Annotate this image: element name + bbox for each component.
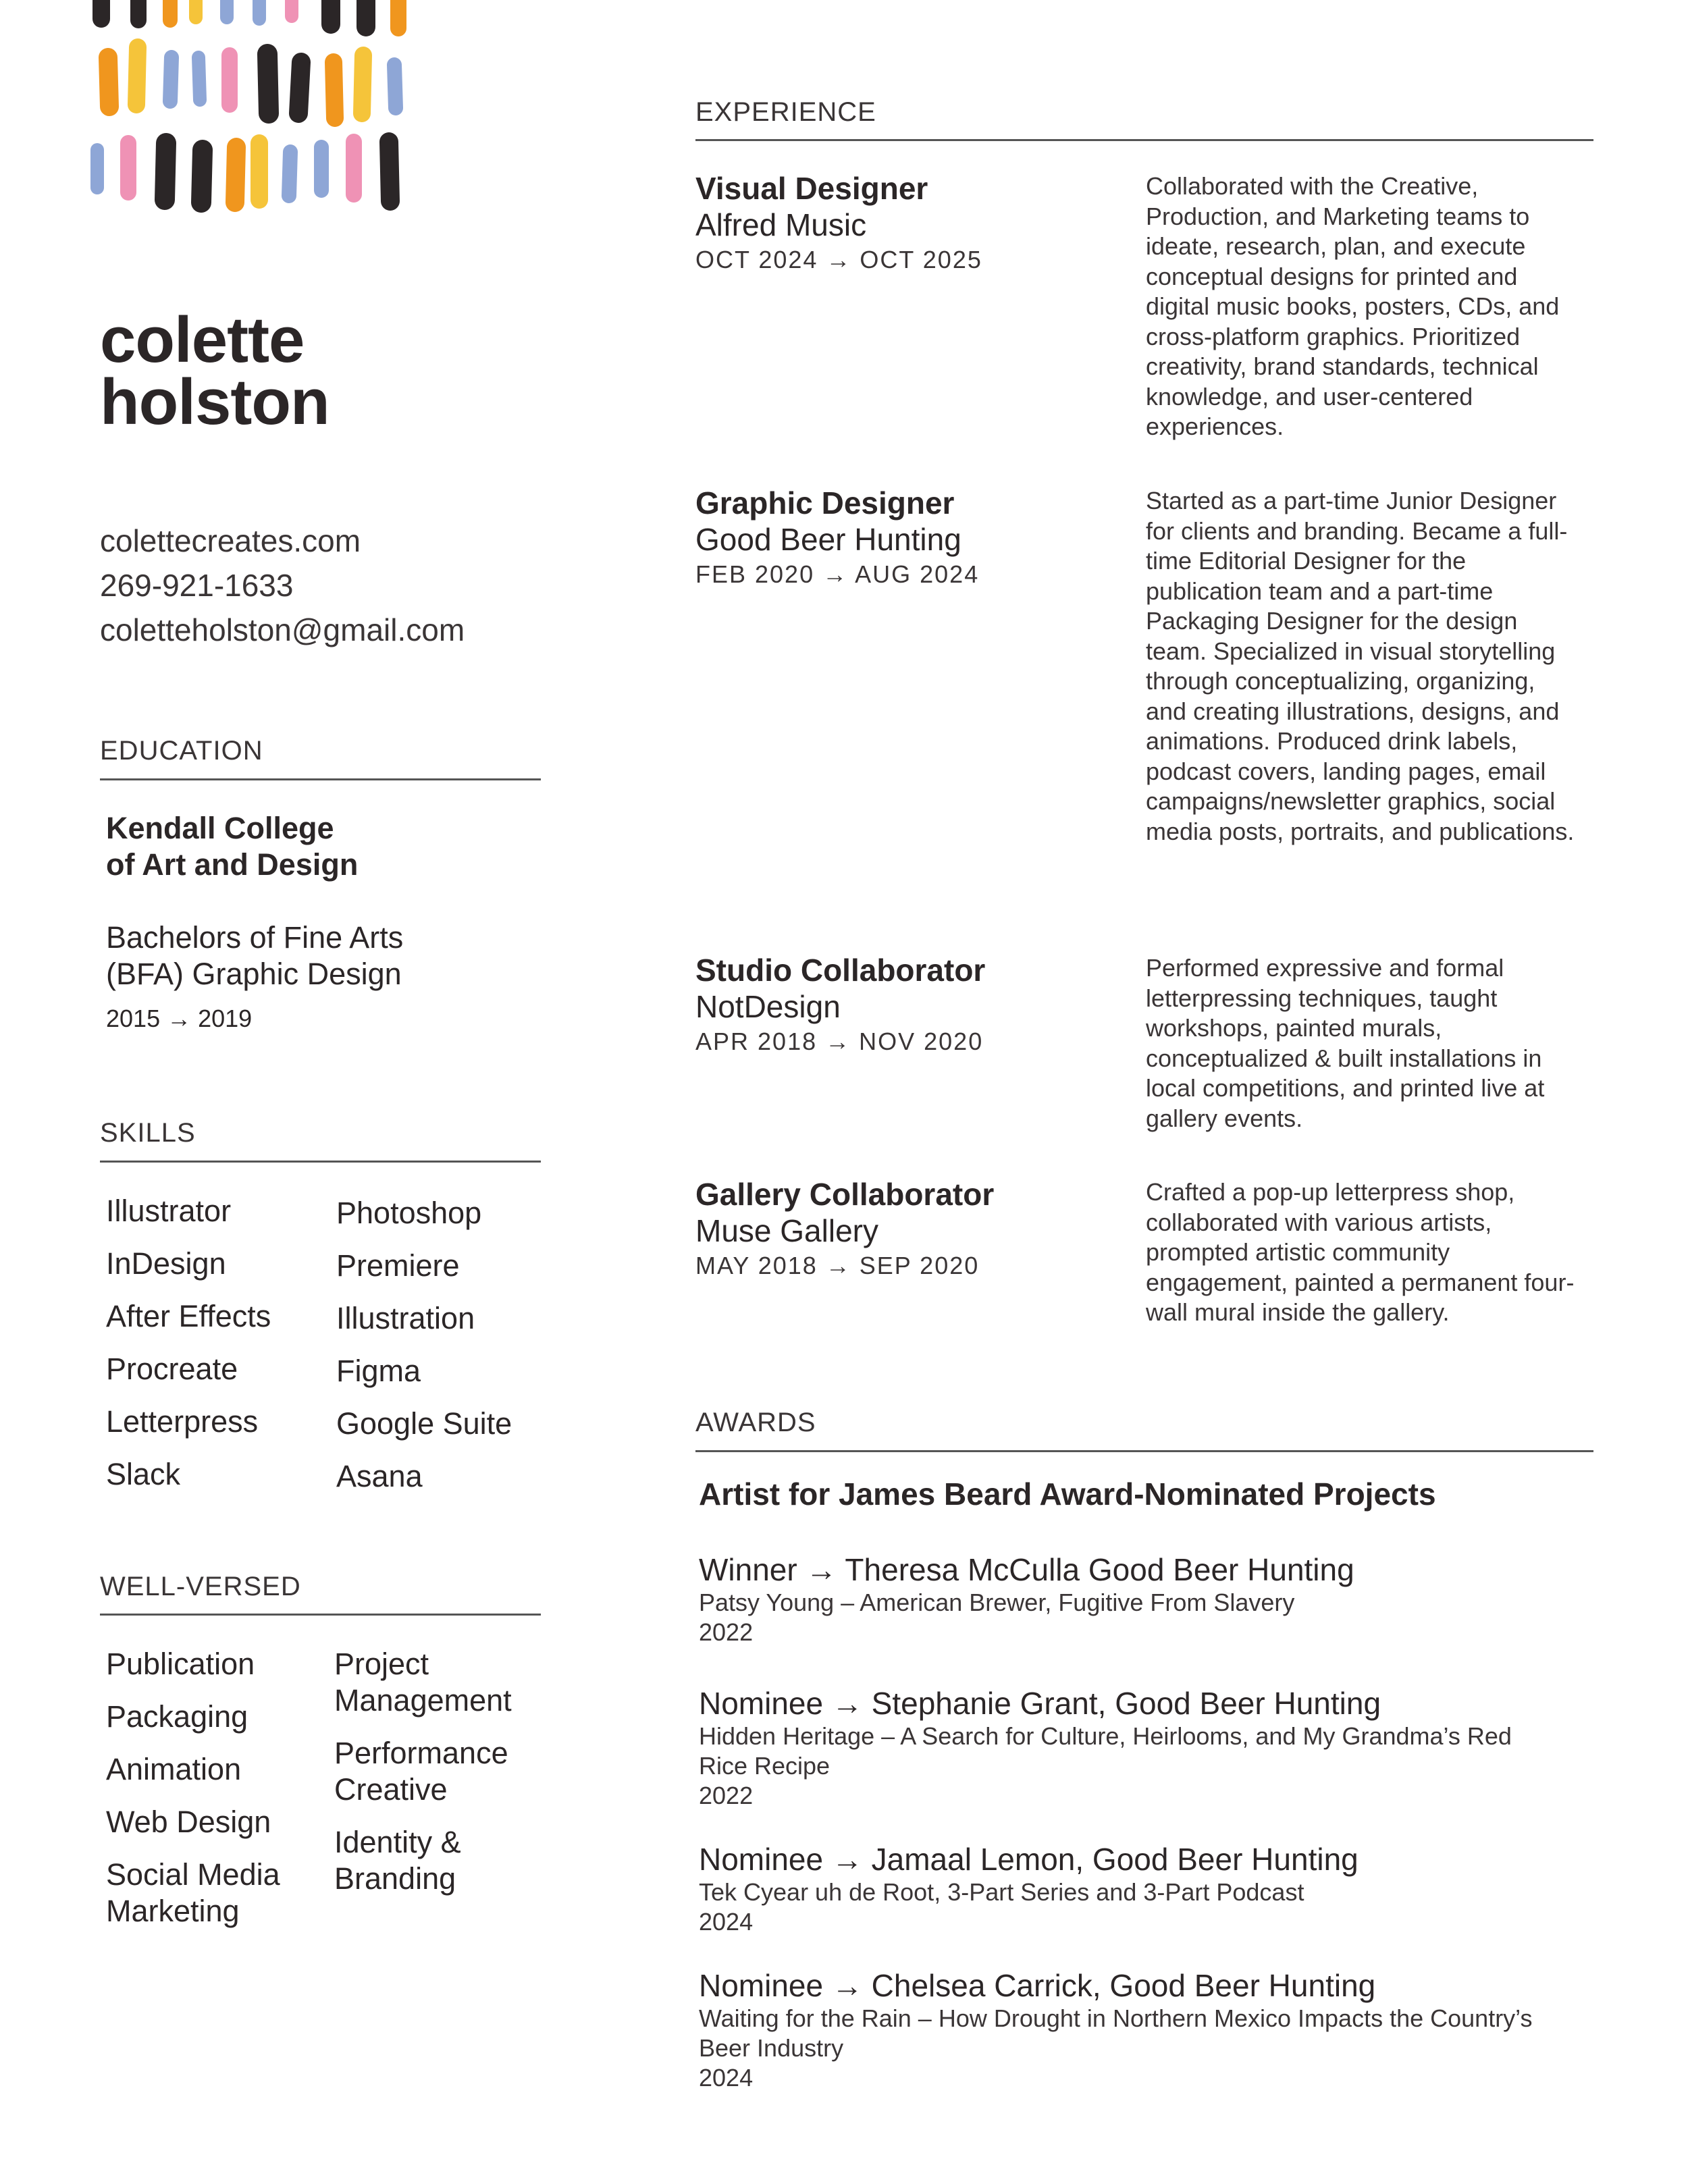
well-versed-item: Identity & Branding (334, 1825, 461, 1896)
education-divider (100, 778, 541, 780)
award-work: Patsy Young – American Brewer, Fugitive From Slavery (699, 1589, 1295, 1616)
award-work: Hidden Heritage – A Search for Culture, Heirlooms, and My Grandma’s Red Rice Recipe (699, 1722, 1512, 1780)
awards-subheading: Artist for James Beard Award-Nominated Projects (699, 1476, 1436, 1512)
skill-item: Slack (106, 1457, 181, 1491)
award-year: 2022 (699, 1618, 754, 1646)
skill-item: Premiere (336, 1248, 460, 1283)
awards-heading: AWARDS (695, 1408, 816, 1437)
job-description: Collaborated with the Creative, Production, and Marketing teams to ideate, research, plan, and execute conceptual designs for printed and digital music books, posters, CDs, and cross-platform graphics. Prioritized creativity, brand standards, technical knowledge, and user-centered experiences. (1146, 172, 1560, 440)
job-dates: MAY 2018 → SEP 2020 (695, 1252, 980, 1279)
skill-item: Google Suite (336, 1406, 512, 1441)
award-entry (699, 1841, 1536, 1937)
award-work: Waiting for the Rain – How Drought in Northern Mexico Impacts the Country’s Beer Industry (699, 2004, 1533, 2062)
job-description: Performed expressive and formal letterpressing techniques, taught workshops, painted murals, conceptualized & built installations in local competitions, and printed live at gallery events. (1146, 954, 1545, 1132)
award-title: Nominee → Chelsea Carrick, Good Beer Hunting (699, 1968, 1376, 2003)
paint-strokes-decoration (0, 0, 432, 223)
awards-divider (695, 1450, 1593, 1452)
job-title: Graphic Designer (695, 485, 955, 521)
job-entry (695, 170, 982, 277)
skill-item: Letterpress (106, 1404, 259, 1439)
well-versed-item: Project Management (334, 1647, 512, 1717)
education-school: Kendall College of Art and Design (106, 811, 359, 882)
job-title: Studio Collaborator (695, 953, 986, 988)
skills-heading: SKILLS (100, 1118, 196, 1148)
job-title: Visual Designer (695, 171, 928, 206)
award-year: 2022 (699, 1782, 754, 1809)
well-versed-item: Social Media Marketing (106, 1857, 280, 1928)
award-title: Winner → Theresa McCulla Good Beer Hunting (699, 1552, 1354, 1587)
candidate-name: colette holston (100, 304, 329, 438)
skill-item: InDesign (106, 1246, 226, 1281)
skill-item: Asana (336, 1459, 423, 1493)
well-versed-item: Publication (106, 1647, 255, 1681)
experience-heading: EXPERIENCE (695, 97, 876, 127)
award-year: 2024 (699, 2064, 754, 2092)
well-versed-heading: WELL-VERSED (100, 1572, 301, 1601)
job-description: Crafted a pop-up letterpress shop, collaborated with various artists, prompted artistic community engagement, painted a permanent four-wall mural inside the gallery. (1146, 1178, 1575, 1326)
well-versed-divider (100, 1614, 541, 1616)
job-dates: APR 2018 → NOV 2020 (695, 1028, 984, 1055)
award-work: Tek Cyear uh de Root, 3-Part Series and 3-Part Podcast (699, 1878, 1304, 1906)
well-versed-item: Animation (106, 1752, 242, 1786)
award-year: 2024 (699, 1908, 754, 1936)
job-entry (695, 485, 979, 591)
skill-item: Illustrator (106, 1194, 232, 1228)
website-link[interactable]: colettecreates.com (100, 523, 361, 558)
well-versed-item: Web Design (106, 1805, 271, 1839)
job-entry (695, 1176, 994, 1283)
skill-item: Illustration (336, 1301, 475, 1335)
award-entry (699, 1967, 1536, 2093)
email-link[interactable]: coletteholston@gmail.com (100, 612, 465, 647)
phone-number: 269-921-1633 (100, 568, 294, 603)
well-versed-list-col1 (106, 1646, 309, 1946)
skill-item: Figma (336, 1354, 421, 1388)
job-company: Muse Gallery (695, 1213, 878, 1248)
job-company: Alfred Music (695, 207, 867, 242)
job-dates: OCT 2024 → OCT 2025 (695, 246, 982, 273)
skills-divider (100, 1161, 541, 1163)
award-entry (699, 1685, 1536, 1811)
job-company: Good Beer Hunting (695, 522, 961, 557)
skill-item: After Effects (106, 1299, 271, 1333)
well-versed-item: Packaging (106, 1699, 248, 1734)
education-years: 2015 → 2019 (106, 1005, 253, 1032)
award-title: Nominee → Jamaal Lemon, Good Beer Hunting (699, 1842, 1359, 1877)
education-heading: EDUCATION (100, 736, 263, 766)
contact-block (100, 518, 465, 652)
job-title: Gallery Collaborator (695, 1177, 995, 1212)
job-entry (695, 952, 985, 1059)
job-dates: FEB 2020 → AUG 2024 (695, 560, 980, 588)
well-versed-item: Performance Creative (334, 1736, 508, 1807)
skills-list-col1 (106, 1185, 271, 1501)
skill-item: Procreate (106, 1352, 238, 1386)
award-title: Nominee → Stephanie Grant, Good Beer Hunting (699, 1686, 1381, 1721)
skill-item: Photoshop (336, 1196, 482, 1230)
job-company: NotDesign (695, 989, 841, 1024)
well-versed-list-col2 (334, 1646, 544, 1913)
skills-list-col2 (336, 1187, 512, 1503)
award-entry (699, 1551, 1536, 1647)
education-degree: Bachelors of Fine Arts (BFA) Graphic Design (106, 920, 404, 991)
job-description: Started as a part-time Junior Designer for clients and branding. Became a full-time Editorial Designer for the publication team and a part-time Packaging Designer for the design team. Specialized in visual storytelling through conceptualizing, organizing, and creating illustrations, designs, and animations. Produced drink labels, podcast covers, landing pages, email campaigns/newsletter graphics, social media posts, portraits, and publications. (1146, 487, 1575, 845)
experience-divider (695, 139, 1593, 141)
